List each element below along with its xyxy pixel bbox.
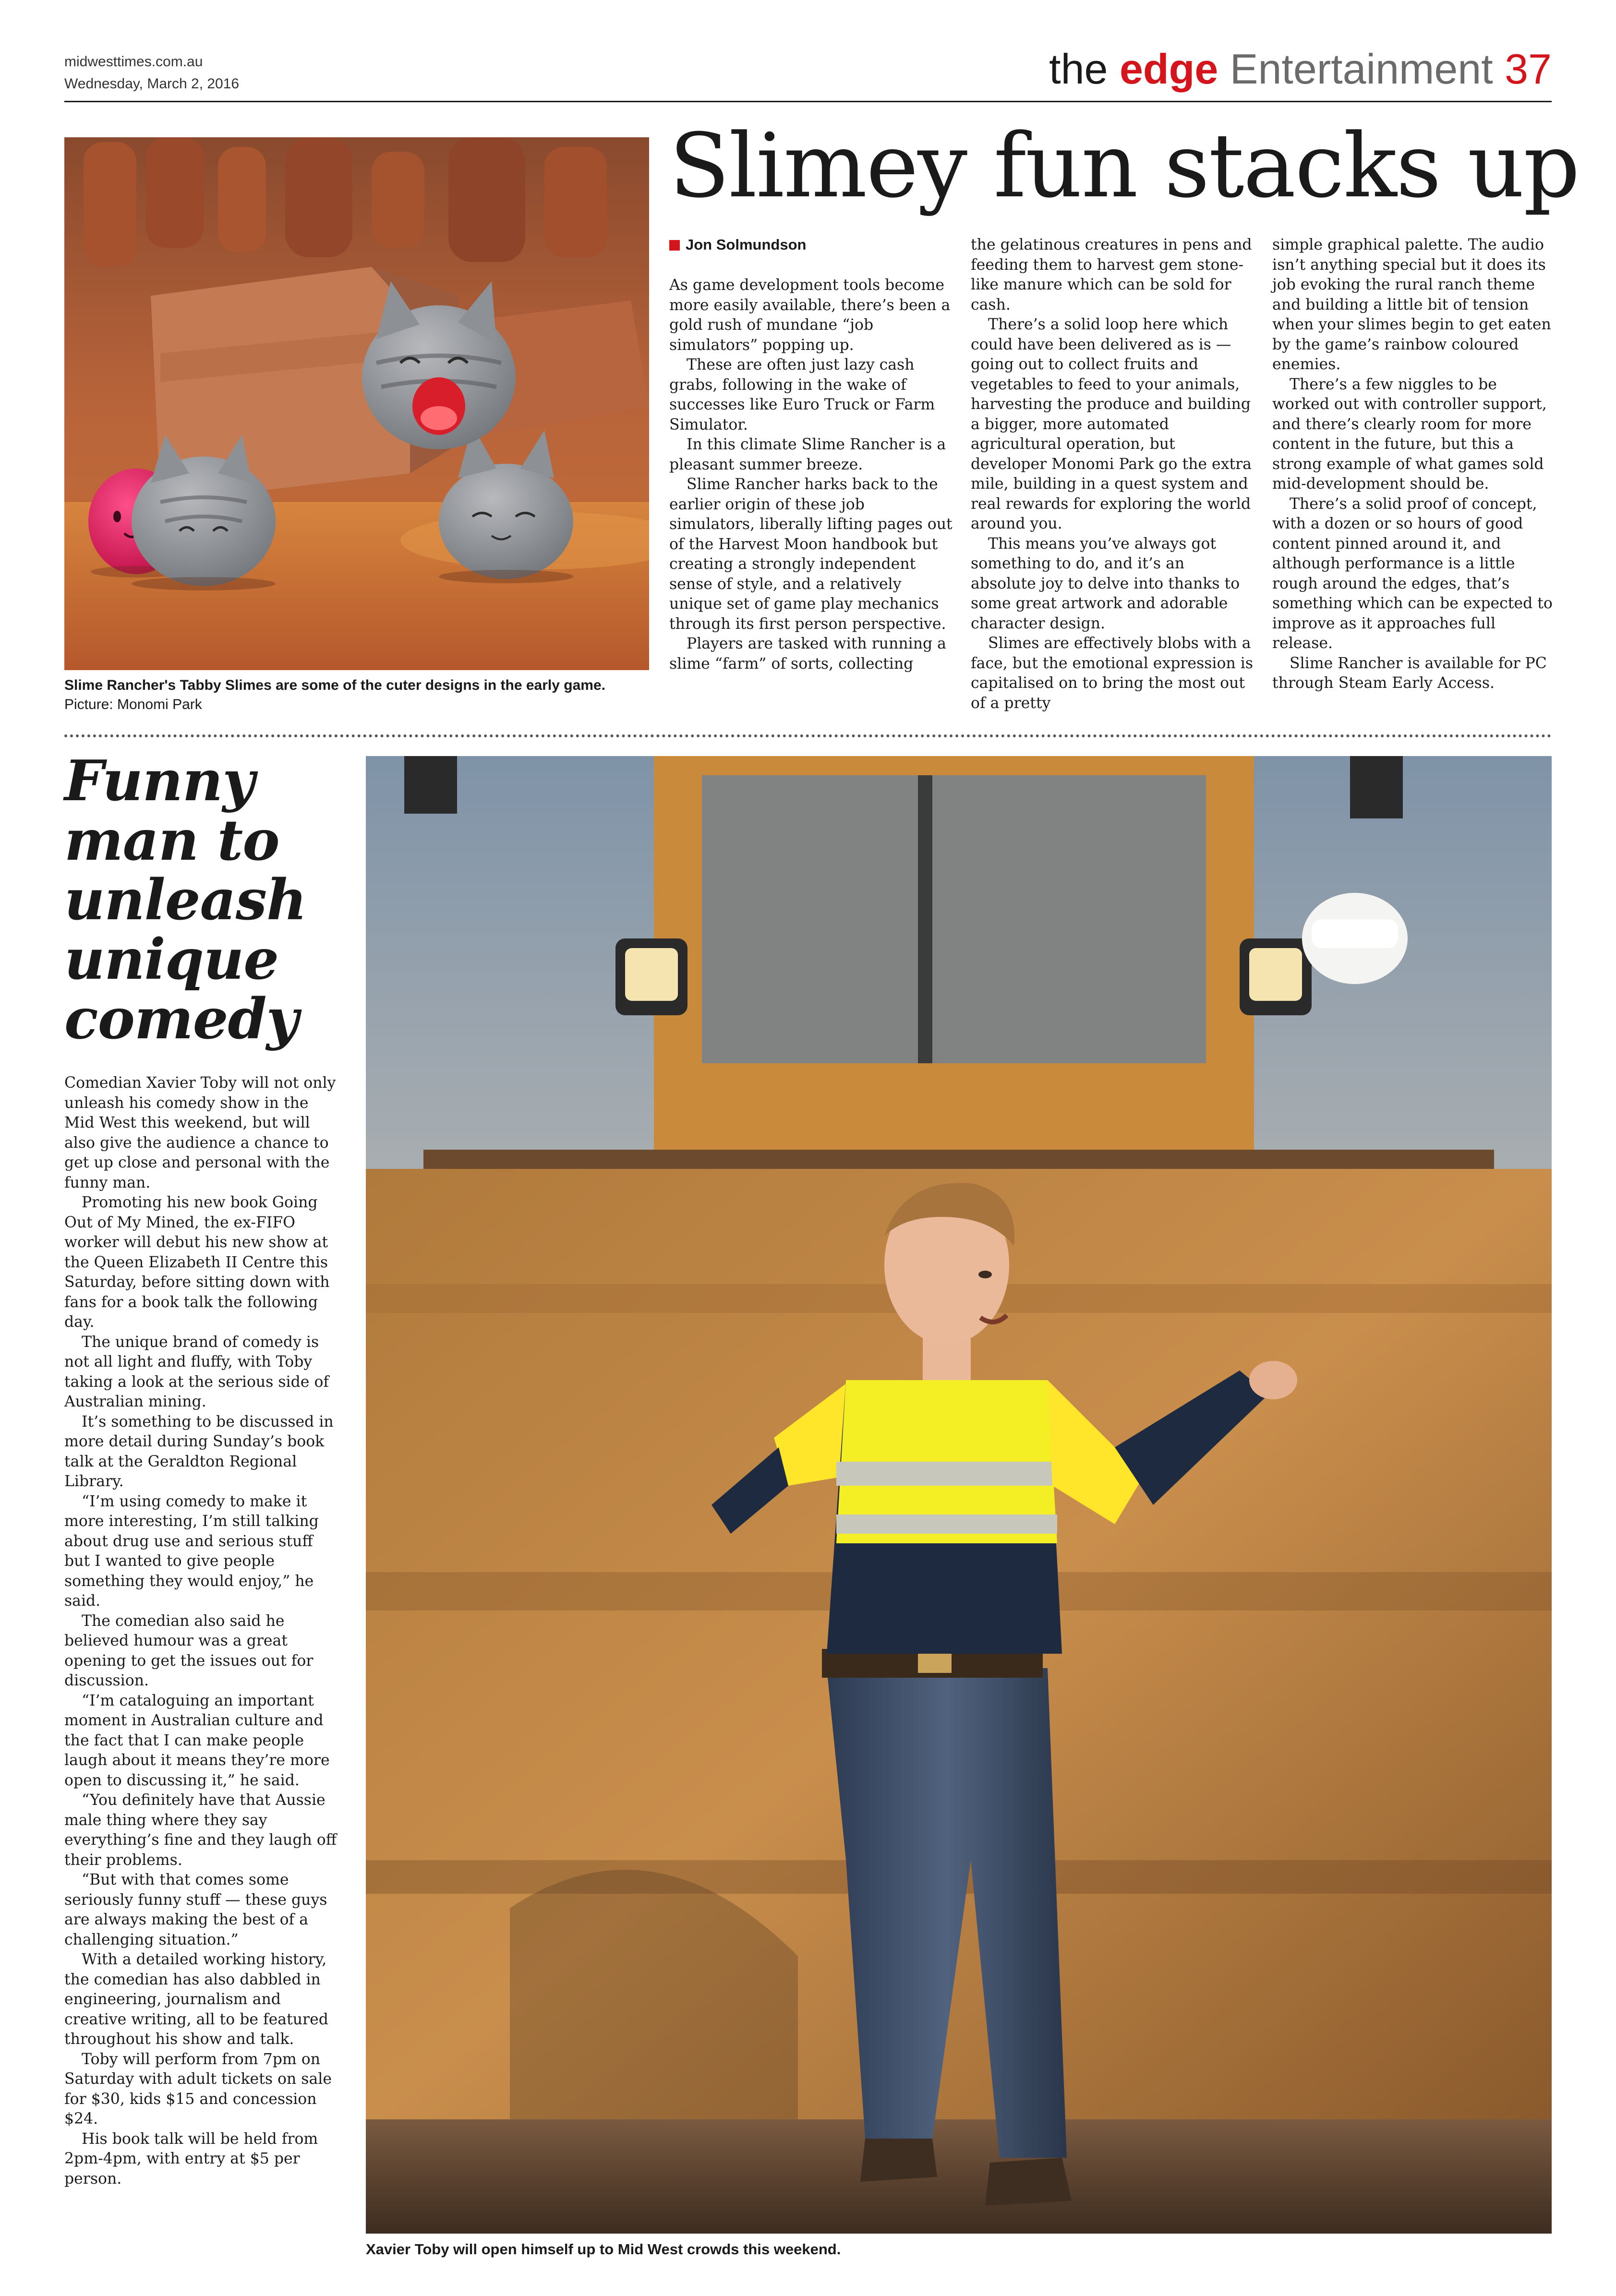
paragraph: the gelatinous creatures in pens and feeding them to harvest gem stone-like manure which can be sold for cash. <box>971 236 1252 313</box>
paragraph: It’s something to be discussed in more detail during Sunday’s book talk at the Geraldton Regional Library. <box>64 1413 334 1490</box>
paragraph: The unique brand of comedy is not all light and fluffy, with Toby taking a look at the serious side of Australian mining. <box>64 1333 329 1410</box>
paragraph: Slimes are effectively blobs with a face, but the emotional expression is capitalised on to bring the most out of a pretty <box>971 635 1253 712</box>
paragraph: Toby will perform from 7pm on Saturday with adult tickets on sale for $30, kids $15 and concession $24. <box>64 2050 332 2128</box>
paragraph: In this climate Slime Rancher is a pleasant summer breeze. <box>669 436 946 473</box>
game-image-caption <box>64 676 649 714</box>
story2-body <box>64 1073 343 2189</box>
caption-credit: Picture: Monomi Park <box>64 697 202 712</box>
story1-headline: Slimey fun stacks up <box>669 115 1579 217</box>
game-screenshot <box>64 137 649 670</box>
paragraph: Slime Rancher harks back to the earlier origin of these job simulators, liberally lifting pages out of the Harvest Moon handbook but creating a strongly independent sense of style, and a relatively unique set of game play mechanics through its first person perspective. <box>669 476 953 633</box>
paragraph: Players are tasked with running a slime “farm” of sorts, collecting <box>669 635 946 673</box>
paragraph: “You definitely have that Aussie male thing where they say everything’s fine and they laugh off their problems. <box>64 1791 337 1869</box>
paragraph: As game development tools become more easily available, there’s been a gold rush of mundane “job simulators” popping up. <box>669 276 951 354</box>
publication-date: Wednesday, March 2, 2016 <box>64 76 240 92</box>
paragraph: These are often just lazy cash grabs, following in the wake of successes like Euro Truck or Farm Simulator. <box>669 356 935 433</box>
byline <box>669 236 806 253</box>
paragraph: With a detailed working history, the comedian has also dabbled in engineering, journalism and creative writing, all to be featured throughout his show and talk. <box>64 1951 328 2048</box>
paragraph: simple graphical palette. The audio isn’t anything special but it does its job evoking the rural ranch theme and building a little bit of tension when your slimes begin to get eaten by the game’s rainbow coloured enemies. <box>1272 236 1551 373</box>
header-rule <box>64 101 1552 102</box>
paragraph: “I’m using comedy to make it more interesting, I’m still talking about drug use and serious stuff but I wanted to give people something they would enjoy,” he said. <box>64 1492 319 1610</box>
paragraph: There’s a solid proof of concept, with a dozen or so hours of good content pinned around it, and although performance is a little rough around the edges, that’s something which can be expected to improve as it approaches full release. <box>1272 495 1553 652</box>
paragraph: His book talk will be held from 2pm-4pm, with entry at $5 per person. <box>64 2130 318 2188</box>
page-number: 37 <box>1505 45 1552 93</box>
section-header <box>1049 45 1552 93</box>
caption-text: Slime Rancher's Tabby Slimes are some of the cuter designs in the early game. <box>64 677 605 693</box>
site-url[interactable]: midwesttimes.com.au <box>64 54 203 70</box>
story1-column-1 <box>669 276 953 674</box>
paragraph: Slime Rancher is available for PC through Steam Early Access. <box>1272 654 1547 692</box>
paragraph: Promoting his new book Going Out of My Mined, the ex-FIFO worker will debut his new show at the Queen Elizabeth II Centre this Saturday, before sitting down with fans for a book talk the following day. <box>64 1194 330 1331</box>
paragraph: Comedian Xavier Toby will not only unleash his comedy show in the Mid West this weekend, but will also give the audience a chance to get up close and personal with the funny man. <box>64 1074 336 1191</box>
section-the: the <box>1049 45 1108 93</box>
byline-author: Jon Solmundson <box>686 236 807 253</box>
story-divider <box>64 734 1552 737</box>
comedian-photo-caption: Xavier Toby will open himself up to Mid West crowds this weekend. <box>366 2241 841 2258</box>
paragraph: There’s a few niggles to be worked out with controller support, and there’s clearly room for more content in the future, but this a strong example of what games sold mid-development should be. <box>1272 375 1547 493</box>
paragraph: “But with that comes some seriously funny stuff — these guys are always making the best of a challenging situation.” <box>64 1871 327 1948</box>
story1-column-2 <box>971 235 1254 713</box>
paragraph: The comedian also said he believed humour was a great opening to get the issues out for discussion. <box>64 1612 314 1689</box>
paragraph: “I’m cataloguing an important moment in Australian culture and the fact that I can make people laugh about it means they’re more open to discussing it,” he said. <box>64 1692 330 1789</box>
comedian-photo <box>366 756 1552 2234</box>
section-name: Entertainment <box>1230 45 1493 93</box>
story2-headline: Funny man to unleash unique comedy <box>64 748 307 1052</box>
section-edge: edge <box>1119 45 1218 93</box>
story1-column-3 <box>1272 235 1556 694</box>
byline-marker <box>669 240 680 251</box>
paragraph: There’s a solid loop here which could have been delivered as is — going out to collect fruits and vegetables to feed to your animals, harvesting the produce and building a bigger, more automated agricultural operation, but developer Monomi Park go the extra mile, building in a quest system and real rewards for exploring the world around you. <box>971 316 1252 532</box>
paragraph: This means you’ve always got something to do, and it’s an absolute joy to delve into thanks to some great artwork and adorable character design. <box>971 535 1240 632</box>
